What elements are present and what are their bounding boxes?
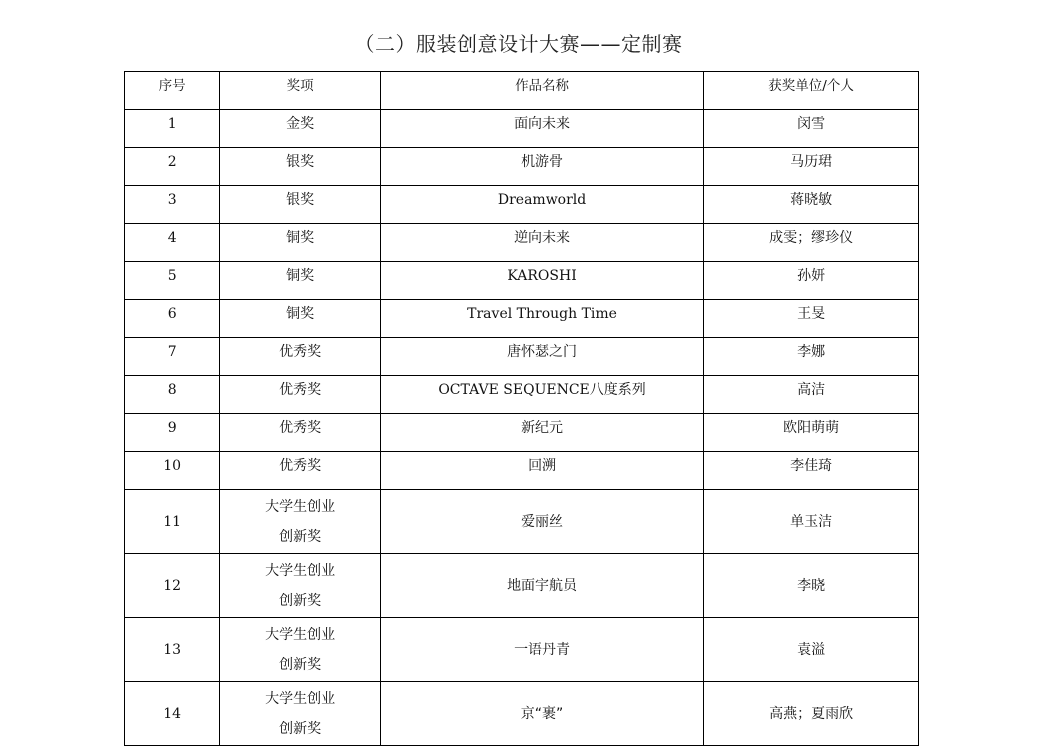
cell-work: 唐怀瑟之门 <box>380 338 703 376</box>
table-row <box>125 490 919 554</box>
cell-no: 6 <box>125 300 220 338</box>
award-label: 优秀奖 <box>279 458 322 474</box>
cell-work: 回溯 <box>380 452 703 490</box>
cell-award <box>220 186 381 224</box>
cell-award <box>220 554 381 618</box>
cell-work: 京“裹” <box>380 682 703 746</box>
cell-work: 地面宇航员 <box>380 554 703 618</box>
award-label: 大学生创业创新奖 <box>265 498 336 545</box>
cell-no: 11 <box>125 490 220 554</box>
header-work: 作品名称 <box>380 72 703 110</box>
cell-no: 7 <box>125 338 220 376</box>
cell-winner: 成雯；缪珍仪 <box>704 224 919 262</box>
award-label: 银奖 <box>286 154 315 170</box>
cell-no: 5 <box>125 262 220 300</box>
table-row <box>125 224 919 262</box>
table-row <box>125 618 919 682</box>
cell-award <box>220 618 381 682</box>
award-label: 大学生创业创新奖 <box>265 562 336 609</box>
cell-no: 14 <box>125 682 220 746</box>
cell-winner: 王旻 <box>704 300 919 338</box>
cell-no: 2 <box>125 148 220 186</box>
header-award: 奖项 <box>220 72 381 110</box>
table-row <box>125 338 919 376</box>
cell-work: 爱丽丝 <box>380 490 703 554</box>
award-label: 优秀奖 <box>279 344 322 360</box>
cell-winner: 欧阳萌萌 <box>704 414 919 452</box>
cell-no: 12 <box>125 554 220 618</box>
cell-no: 3 <box>125 186 220 224</box>
cell-no: 1 <box>125 110 220 148</box>
header-no: 序号 <box>125 72 220 110</box>
table-row <box>125 554 919 618</box>
cell-work: 面向未来 <box>380 110 703 148</box>
cell-winner: 李晓 <box>704 554 919 618</box>
header-winner: 获奖单位/个人 <box>704 72 919 110</box>
award-label: 大学生创业创新奖 <box>265 626 336 673</box>
cell-no: 10 <box>125 452 220 490</box>
award-label: 金奖 <box>286 116 315 132</box>
table-row <box>125 300 919 338</box>
cell-winner: 蒋晓敏 <box>704 186 919 224</box>
cell-work: 逆向未来 <box>380 224 703 262</box>
cell-work: 机游骨 <box>380 148 703 186</box>
cell-winner: 高燕；夏雨欣 <box>704 682 919 746</box>
cell-winner: 马历珺 <box>704 148 919 186</box>
table-row <box>125 376 919 414</box>
award-label: 优秀奖 <box>279 382 322 398</box>
cell-winner: 袁溢 <box>704 618 919 682</box>
page-title: （二）服装创意设计大赛——定制赛 <box>354 32 683 56</box>
cell-no: 9 <box>125 414 220 452</box>
cell-award <box>220 148 381 186</box>
cell-winner: 李佳琦 <box>704 452 919 490</box>
award-label: 铜奖 <box>286 268 315 284</box>
table-row <box>125 682 919 746</box>
cell-work: KAROSHI <box>380 262 703 300</box>
award-label: 铜奖 <box>286 306 315 322</box>
cell-no: 8 <box>125 376 220 414</box>
table-row <box>125 148 919 186</box>
table-row <box>125 414 919 452</box>
award-label: 大学生创业创新奖 <box>265 690 336 737</box>
cell-award <box>220 262 381 300</box>
table-row <box>125 186 919 224</box>
cell-award <box>220 376 381 414</box>
cell-work: 一语丹青 <box>380 618 703 682</box>
cell-work: Travel Through Time <box>380 300 703 338</box>
cell-no: 13 <box>125 618 220 682</box>
cell-winner: 李娜 <box>704 338 919 376</box>
award-label: 银奖 <box>286 192 315 208</box>
cell-award <box>220 110 381 148</box>
cell-award <box>220 224 381 262</box>
table-row <box>125 262 919 300</box>
cell-award <box>220 414 381 452</box>
table-body <box>125 110 919 746</box>
table-row <box>125 452 919 490</box>
cell-award <box>220 682 381 746</box>
cell-award <box>220 452 381 490</box>
cell-work: 新纪元 <box>380 414 703 452</box>
cell-no: 4 <box>125 224 220 262</box>
award-label: 铜奖 <box>286 230 315 246</box>
cell-award <box>220 300 381 338</box>
cell-winner: 孙妍 <box>704 262 919 300</box>
cell-winner: 高洁 <box>704 376 919 414</box>
cell-winner: 闵雪 <box>704 110 919 148</box>
cell-winner: 单玉洁 <box>704 490 919 554</box>
table-row <box>125 110 919 148</box>
cell-award <box>220 338 381 376</box>
cell-work: OCTAVE SEQUENCE八度系列 <box>380 376 703 414</box>
cell-award <box>220 490 381 554</box>
award-table <box>124 71 919 746</box>
award-label: 优秀奖 <box>279 420 322 436</box>
table-header-row <box>125 72 919 110</box>
cell-work: Dreamworld <box>380 186 703 224</box>
